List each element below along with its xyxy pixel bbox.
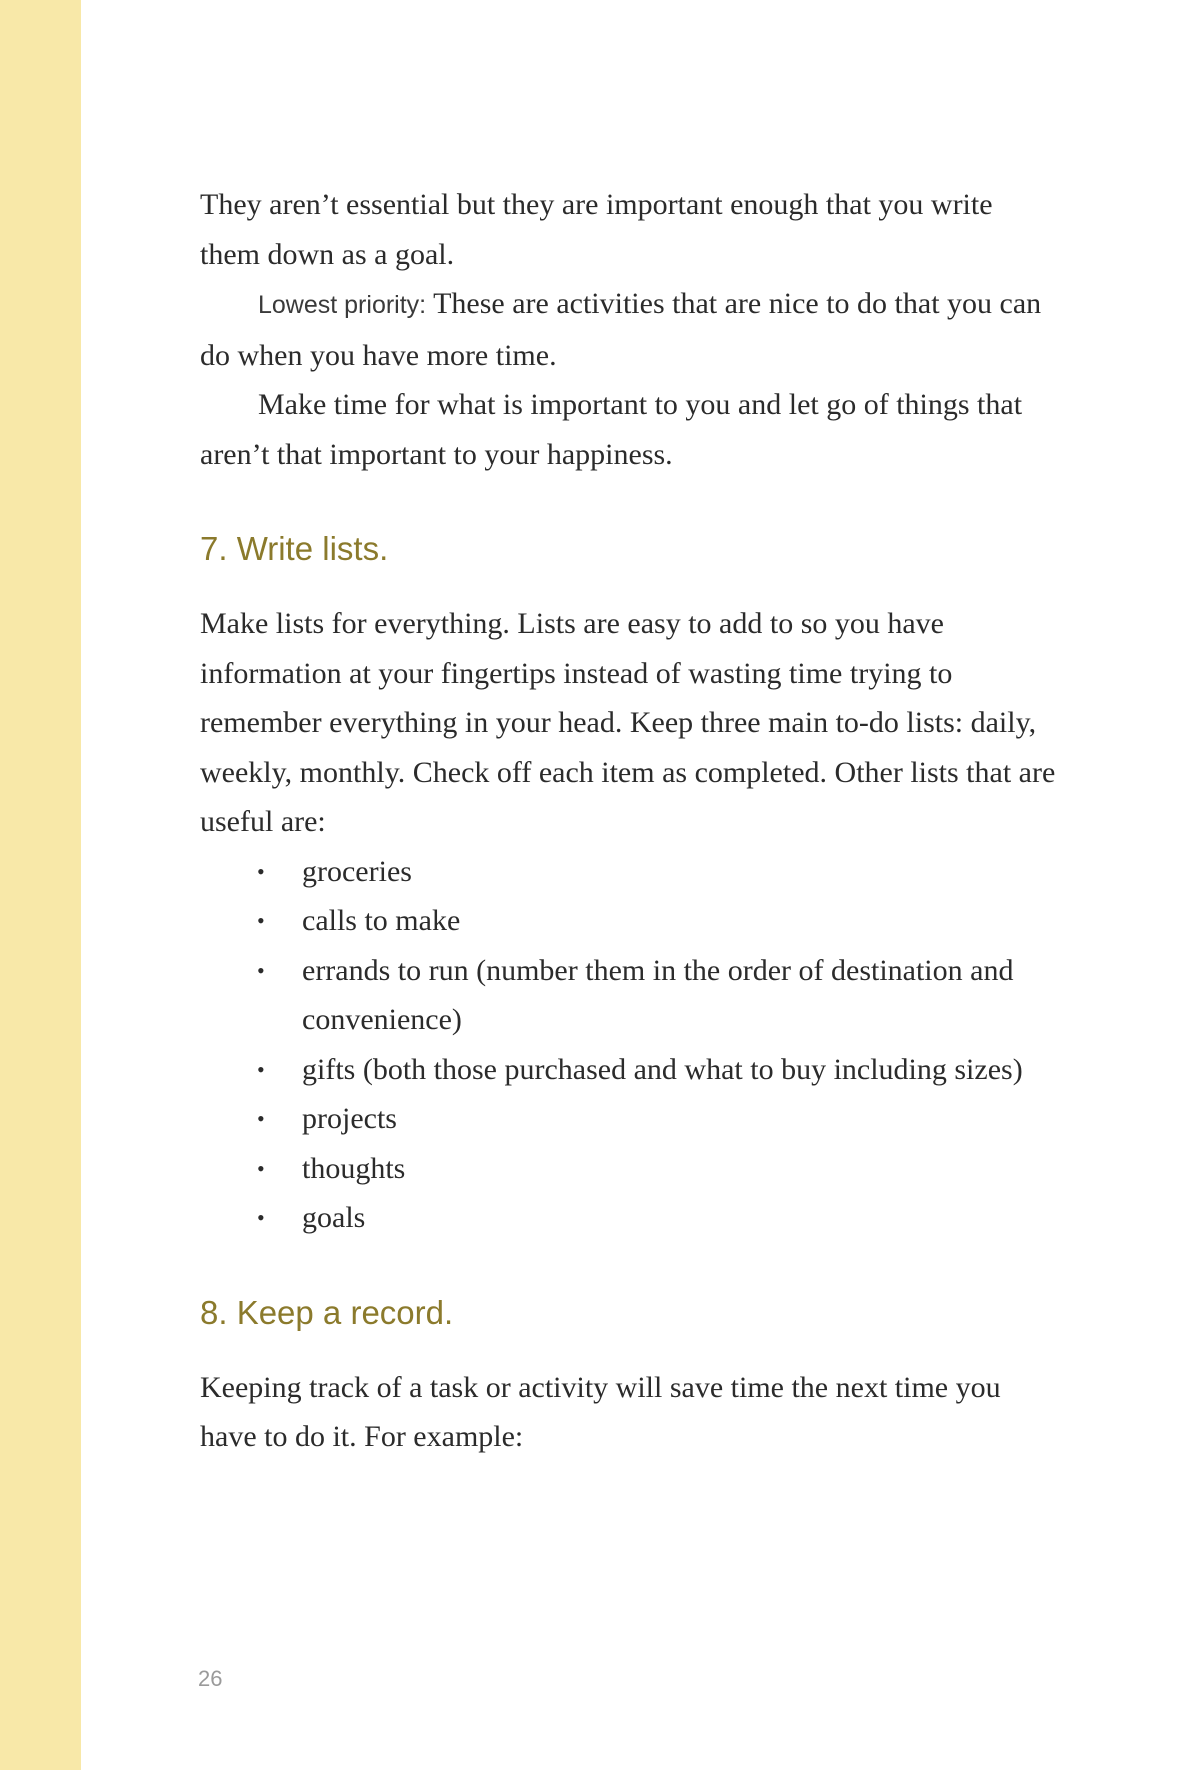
page-content [200,180,1060,1462]
section-heading-write-lists: 7. Write lists. [200,530,389,567]
paragraph-lowest-priority [200,279,1060,380]
bullet-icon: • [257,1205,265,1230]
list-item [200,1045,1060,1095]
list-item [200,896,1060,946]
paragraph-goal: They aren’t essential but they are important enough that you write them down as a goal. [200,188,993,271]
bullet-list [200,847,1060,1243]
section-heading-keep-record: 8. Keep a record. [200,1293,454,1331]
list-item [200,1094,1060,1144]
paragraph-make-time: Make time for what is important to you and let go of things that aren’t that important to your happiness. [200,388,1023,471]
lowest-priority-text: These are activities that are nice to do that you can do when you have more time. [200,287,1042,372]
list-item [200,847,1060,897]
bullet-icon: • [257,858,265,884]
page-number: 26 [198,1666,223,1691]
list-item-text: thoughts [302,1151,406,1185]
bullet-icon: • [257,908,265,933]
bullet-icon: • [257,1056,265,1082]
list-item-text: errands to run (number them in the order of destination and convenience) [302,953,1014,1036]
bullet-icon: • [257,1106,265,1131]
paragraph-keep-record: Keeping track of a task or activity will save time the next time you have to do it. For example: [200,1370,1001,1453]
list-item-text: gifts (both those purchased and what to buy including sizes) [302,1052,1023,1086]
list-item-text: calls to make [302,904,461,937]
list-item [200,946,1060,1045]
paragraph-write-lists: Make lists for everything. Lists are easy to add to so you have information at your fingertips instead of wasting time trying to remember everything in your head. Keep three main to-do lists: daily, weekly, monthly. Check off each item as completed. Other lists that are useful are: [200,607,1056,838]
list-item [200,1144,1060,1194]
list-item-text: goals [302,1201,366,1234]
side-color-strip [0,0,81,1770]
lowest-priority-label: Lowest priority: [258,291,427,319]
bullet-icon: • [257,1155,265,1181]
list-item-text: projects [302,1102,397,1135]
bullet-icon: • [257,957,265,983]
list-item [200,1193,1060,1243]
list-item-text: groceries [302,854,412,888]
